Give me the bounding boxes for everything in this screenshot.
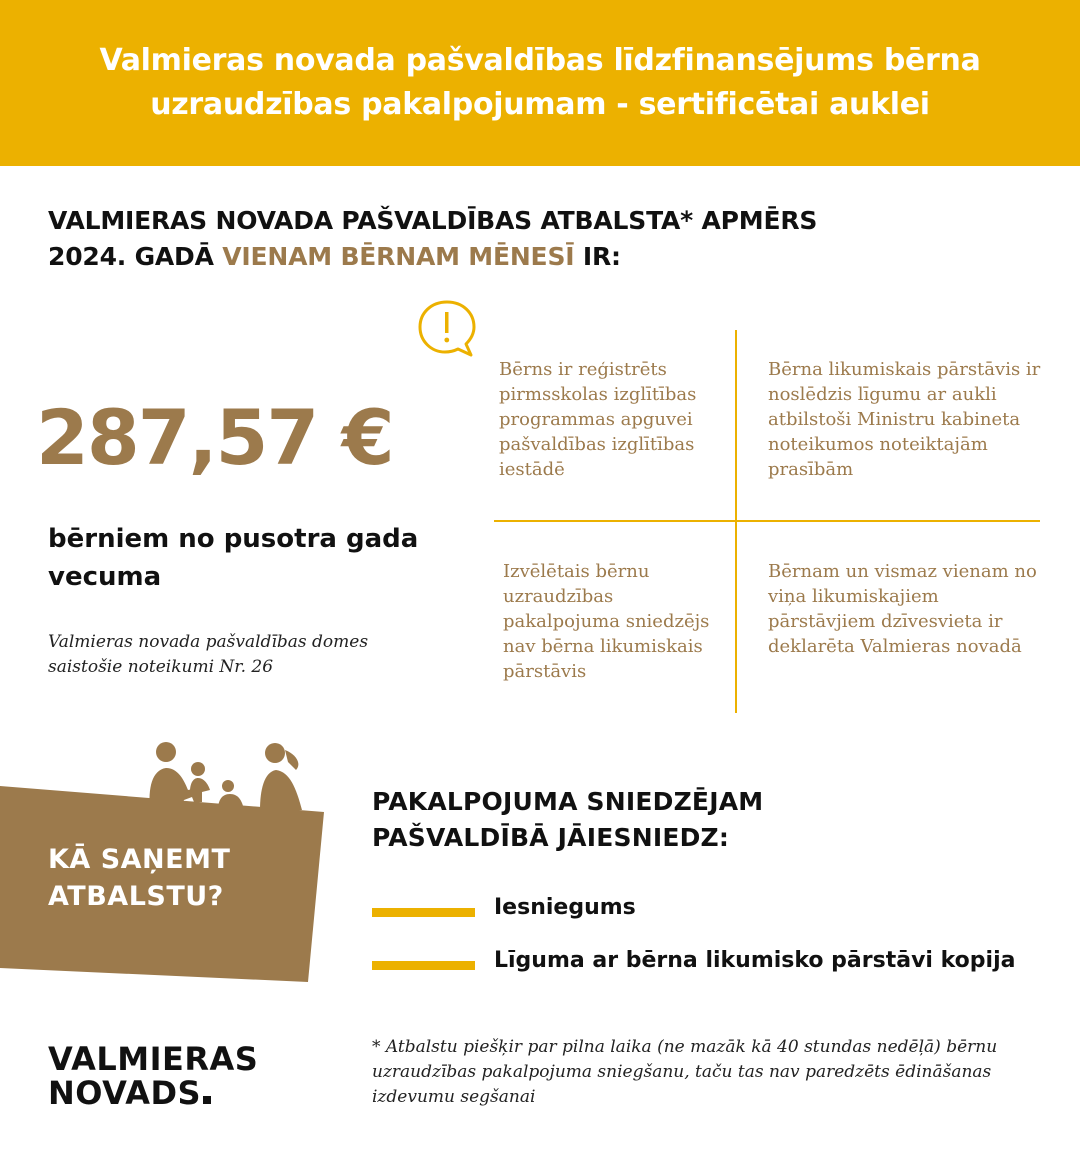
submission-heading-line-2: PAŠVALDĪBĀ JĀIESNIEDZ:: [372, 823, 730, 852]
logo-line-1: VALMIERAS: [48, 1040, 259, 1078]
grid-horizontal-divider: [494, 520, 1040, 522]
submission-heading: [372, 784, 763, 856]
regulation-reference: Valmieras novada pašvaldības domes saistošie noteikumi Nr. 26: [48, 632, 369, 677]
submission-heading-line-1: PAKALPOJUMA SNIEDZĒJAM: [372, 787, 764, 816]
header-banner: [0, 0, 1080, 166]
how-to-title-line-1: KĀ SAŅEMT: [48, 844, 231, 875]
document-contract-copy: Līguma ar bērna likumisko pārstāvi kopija: [494, 948, 1016, 973]
document-application: Iesniegums: [494, 895, 636, 920]
alert-speech-bubble-icon: [416, 298, 478, 360]
support-heading-year: 2024. GADĀ: [48, 242, 223, 271]
support-heading-end: IR:: [574, 242, 621, 271]
support-amount: 287,57 €: [36, 393, 393, 482]
condition-contract: Bērna likumiskais pārstāvis ir noslēdzis līgumu ar aukli atbilstoši Ministru kabineta noteikumos noteiktajām prasībām: [768, 359, 1041, 480]
condition-residence: Bērnam un vismaz vienam no viņa likumiskajiem pārstāvjiem dzīvesvieta ir deklarēta Valmieras novadā: [768, 561, 1037, 657]
condition-registered: Bērns ir reģistrēts pirmsskolas izglītības programmas apguvei pašvaldības izglītības iestādē: [499, 359, 697, 480]
logo-dot: [203, 1096, 211, 1104]
valmieras-novads-logo: [48, 1042, 258, 1110]
support-heading-highlight: VIENAM BĒRNAM MĒNESĪ: [222, 242, 575, 271]
nanny-with-children-icon: [136, 740, 308, 810]
header-title-line-1: Valmieras novada pašvaldības līdzfinansējums bērna: [99, 43, 981, 78]
support-heading-line-1: VALMIERAS NOVADA PAŠVALDĪBAS ATBALSTA* APMĒRS: [48, 206, 818, 235]
age-condition: bērniem no pusotra gada vecuma: [48, 524, 419, 592]
how-to-title-line-2: ATBALSTU?: [48, 881, 224, 912]
document-bullet-bar: [372, 908, 475, 917]
support-heading: [48, 203, 817, 275]
logo-line-2: NOVADS: [48, 1074, 202, 1112]
header-title-line-2: uzraudzības pakalpojumam - sertificētai auklei: [150, 87, 930, 122]
document-bullet-bar: [372, 961, 475, 970]
how-to-title: [48, 841, 230, 915]
condition-not-representative: Izvēlētais bērnu uzraudzības pakalpojuma sniedzējs nav bērna likumiskais pārstāvis: [503, 561, 710, 682]
footnote: * Atbalstu piešķir par pilna laika (ne mazāk kā 40 stundas nedēļā) bērnu uzraudzības pakalpojuma sniegšanu, taču tas nav paredzēts ēdināšanas izdevumu segšanai: [372, 1037, 998, 1107]
